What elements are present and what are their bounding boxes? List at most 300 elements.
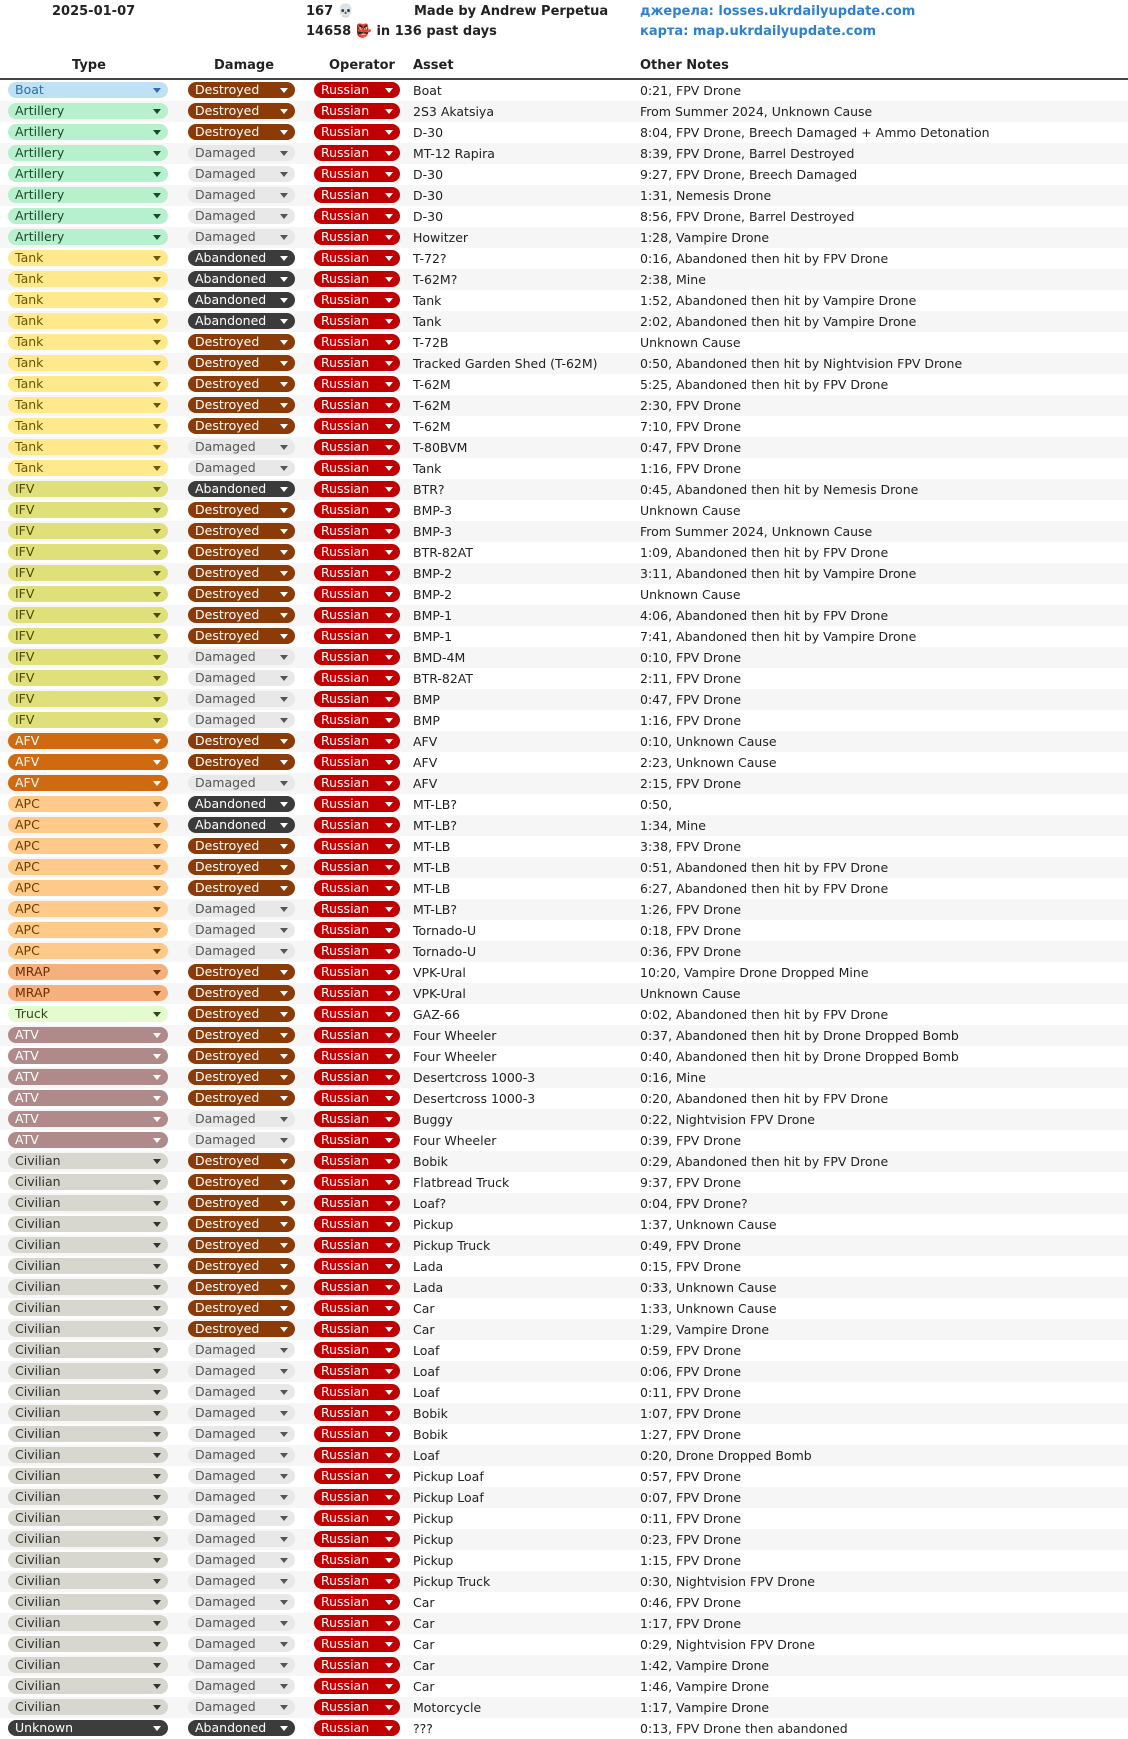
asset-cell: Car: [413, 1658, 435, 1673]
operator-dropdown[interactable]: Russian: [314, 544, 400, 560]
type-dropdown[interactable]: AFV: [8, 733, 168, 749]
type-dropdown[interactable]: ATV: [8, 1048, 168, 1064]
notes-cell: 0:10, Unknown Cause: [640, 734, 777, 749]
asset-cell: D-30: [413, 209, 444, 224]
damage-dropdown[interactable]: Destroyed: [188, 523, 295, 539]
damage-dropdown[interactable]: Destroyed: [188, 376, 295, 392]
type-dropdown[interactable]: Artillery: [8, 229, 168, 245]
operator-dropdown[interactable]: Russian: [314, 649, 400, 665]
operator-dropdown[interactable]: Russian: [314, 355, 400, 371]
operator-dropdown[interactable]: Russian: [314, 1363, 400, 1379]
operator-dropdown[interactable]: Russian: [314, 397, 400, 413]
damage-dropdown[interactable]: Damaged: [188, 1489, 295, 1505]
damage-dropdown[interactable]: Damaged: [188, 439, 295, 455]
operator-dropdown[interactable]: Russian: [314, 1510, 400, 1526]
operator-dropdown[interactable]: Russian: [314, 1699, 400, 1715]
operator-dropdown[interactable]: Russian: [314, 1636, 400, 1652]
operator-dropdown[interactable]: Russian: [314, 460, 400, 476]
operator-dropdown[interactable]: Russian: [314, 124, 400, 140]
operator-dropdown[interactable]: Russian: [314, 691, 400, 707]
notes-cell: 1:07, FPV Drone: [640, 1406, 742, 1421]
asset-cell: Lada: [413, 1259, 444, 1274]
damage-dropdown[interactable]: Damaged: [188, 166, 295, 182]
operator-dropdown[interactable]: Russian: [314, 838, 400, 854]
operator-dropdown[interactable]: Russian: [314, 1027, 400, 1043]
type-dropdown[interactable]: Truck: [8, 1006, 168, 1022]
operator-dropdown[interactable]: Russian: [314, 376, 400, 392]
table-row: [0, 1382, 1128, 1403]
damage-dropdown[interactable]: Destroyed: [188, 1153, 295, 1169]
operator-dropdown[interactable]: Russian: [314, 1678, 400, 1694]
damage-dropdown[interactable]: Destroyed: [188, 1237, 295, 1253]
damage-dropdown[interactable]: Destroyed: [188, 838, 295, 854]
type-dropdown[interactable]: Artillery: [8, 208, 168, 224]
type-dropdown[interactable]: AFV: [8, 754, 168, 770]
damage-dropdown[interactable]: Destroyed: [188, 586, 295, 602]
type-dropdown[interactable]: Civilian: [8, 1468, 168, 1484]
type-dropdown[interactable]: Unknown: [8, 1720, 168, 1736]
operator-dropdown[interactable]: Russian: [314, 1552, 400, 1568]
notes-cell: 1:34, Mine: [640, 818, 706, 833]
damage-dropdown[interactable]: Damaged: [188, 1405, 295, 1421]
notes-cell: 3:11, Abandoned then hit by Vampire Drone: [640, 566, 917, 581]
type-dropdown[interactable]: Tank: [8, 292, 168, 308]
damage-dropdown[interactable]: Damaged: [188, 1636, 295, 1652]
type-dropdown[interactable]: APC: [8, 880, 168, 896]
type-dropdown[interactable]: Civilian: [8, 1321, 168, 1337]
type-dropdown[interactable]: Civilian: [8, 1279, 168, 1295]
operator-dropdown[interactable]: Russian: [314, 313, 400, 329]
operator-dropdown[interactable]: Russian: [314, 733, 400, 749]
type-dropdown[interactable]: ATV: [8, 1090, 168, 1106]
damage-dropdown[interactable]: Abandoned: [188, 292, 295, 308]
notes-cell: 0:50, Abandoned then hit by Nightvision FPV Drone: [640, 356, 963, 371]
damage-dropdown[interactable]: Damaged: [188, 1699, 295, 1715]
table-row: [0, 668, 1128, 689]
operator-dropdown[interactable]: Russian: [314, 586, 400, 602]
damage-dropdown[interactable]: Destroyed: [188, 502, 295, 518]
table-row: [0, 122, 1128, 143]
damage-dropdown[interactable]: Damaged: [188, 712, 295, 728]
type-dropdown[interactable]: IFV: [8, 523, 168, 539]
damage-dropdown[interactable]: Destroyed: [188, 1048, 295, 1064]
notes-cell: 7:41, Abandoned then hit by Vampire Drone: [640, 629, 917, 644]
asset-cell: Buggy: [413, 1112, 453, 1127]
type-dropdown[interactable]: Tank: [8, 418, 168, 434]
type-dropdown[interactable]: ATV: [8, 1111, 168, 1127]
asset-cell: MT-LB?: [413, 797, 457, 812]
damage-dropdown[interactable]: Damaged: [188, 691, 295, 707]
damage-dropdown[interactable]: Destroyed: [188, 1069, 295, 1085]
damage-dropdown[interactable]: Destroyed: [188, 334, 295, 350]
damage-dropdown[interactable]: Damaged: [188, 1657, 295, 1673]
operator-dropdown[interactable]: Russian: [314, 334, 400, 350]
table-row: [0, 1466, 1128, 1487]
operator-dropdown[interactable]: Russian: [314, 565, 400, 581]
damage-dropdown[interactable]: Damaged: [188, 922, 295, 938]
damage-dropdown[interactable]: Damaged: [188, 1573, 295, 1589]
operator-dropdown[interactable]: Russian: [314, 1342, 400, 1358]
type-dropdown[interactable]: Tank: [8, 397, 168, 413]
type-dropdown[interactable]: Civilian: [8, 1552, 168, 1568]
damage-dropdown[interactable]: Damaged: [188, 1468, 295, 1484]
notes-cell: 1:16, FPV Drone: [640, 461, 742, 476]
damage-dropdown[interactable]: Destroyed: [188, 754, 295, 770]
type-dropdown[interactable]: Civilian: [8, 1657, 168, 1673]
operator-dropdown[interactable]: Russian: [314, 1300, 400, 1316]
damage-dropdown[interactable]: Damaged: [188, 943, 295, 959]
type-dropdown[interactable]: Civilian: [8, 1258, 168, 1274]
operator-dropdown[interactable]: Russian: [314, 1657, 400, 1673]
damage-dropdown[interactable]: Destroyed: [188, 1300, 295, 1316]
damage-dropdown[interactable]: Destroyed: [188, 124, 295, 140]
operator-dropdown[interactable]: Russian: [314, 1069, 400, 1085]
damage-dropdown[interactable]: Damaged: [188, 460, 295, 476]
damage-dropdown[interactable]: Damaged: [188, 1447, 295, 1463]
damage-dropdown[interactable]: Destroyed: [188, 82, 295, 98]
damage-dropdown[interactable]: Damaged: [188, 649, 295, 665]
type-dropdown[interactable]: Civilian: [8, 1300, 168, 1316]
damage-dropdown[interactable]: Damaged: [188, 1678, 295, 1694]
operator-dropdown[interactable]: Russian: [314, 817, 400, 833]
notes-cell: 0:51, Abandoned then hit by FPV Drone: [640, 860, 889, 875]
operator-dropdown[interactable]: Russian: [314, 1489, 400, 1505]
type-dropdown[interactable]: APC: [8, 817, 168, 833]
table-row: [0, 1088, 1128, 1109]
notes-cell: 6:27, Abandoned then hit by FPV Drone: [640, 881, 889, 896]
operator-dropdown[interactable]: Russian: [314, 1426, 400, 1442]
type-dropdown[interactable]: Tank: [8, 313, 168, 329]
asset-cell: BMP-2: [413, 566, 453, 581]
notes-cell: 0:45, Abandoned then hit by Nemesis Drone: [640, 482, 919, 497]
type-dropdown[interactable]: Civilian: [8, 1447, 168, 1463]
type-dropdown[interactable]: Boat: [8, 82, 168, 98]
damage-dropdown[interactable]: Destroyed: [188, 1279, 295, 1295]
damage-dropdown[interactable]: Destroyed: [188, 355, 295, 371]
notes-cell: 1:09, Abandoned then hit by FPV Drone: [640, 545, 889, 560]
type-dropdown[interactable]: MRAP: [8, 985, 168, 1001]
asset-cell: T-62M: [413, 419, 451, 434]
type-dropdown[interactable]: Civilian: [8, 1363, 168, 1379]
type-dropdown[interactable]: IFV: [8, 481, 168, 497]
type-dropdown[interactable]: Civilian: [8, 1195, 168, 1211]
operator-dropdown[interactable]: Russian: [314, 628, 400, 644]
damage-dropdown[interactable]: Destroyed: [188, 985, 295, 1001]
table-row: [0, 164, 1128, 185]
type-dropdown[interactable]: Civilian: [8, 1489, 168, 1505]
damage-dropdown[interactable]: Destroyed: [188, 565, 295, 581]
operator-dropdown[interactable]: Russian: [314, 271, 400, 287]
operator-dropdown[interactable]: Russian: [314, 964, 400, 980]
damage-dropdown[interactable]: Damaged: [188, 1615, 295, 1631]
operator-dropdown[interactable]: Russian: [314, 901, 400, 917]
damage-dropdown[interactable]: Damaged: [188, 1552, 295, 1568]
operator-dropdown[interactable]: Russian: [314, 292, 400, 308]
operator-dropdown[interactable]: Russian: [314, 1573, 400, 1589]
type-dropdown[interactable]: Artillery: [8, 166, 168, 182]
type-dropdown[interactable]: Artillery: [8, 103, 168, 119]
operator-dropdown[interactable]: Russian: [314, 250, 400, 266]
operator-dropdown[interactable]: Russian: [314, 523, 400, 539]
table-row: [0, 353, 1128, 374]
damage-dropdown[interactable]: Destroyed: [188, 1321, 295, 1337]
type-dropdown[interactable]: APC: [8, 922, 168, 938]
type-dropdown[interactable]: APC: [8, 943, 168, 959]
type-dropdown[interactable]: IFV: [8, 502, 168, 518]
notes-cell: 0:15, FPV Drone: [640, 1259, 742, 1274]
damage-dropdown[interactable]: Abandoned: [188, 817, 295, 833]
operator-dropdown[interactable]: Russian: [314, 985, 400, 1001]
notes-cell: 0:37, Abandoned then hit by Drone Dropped Bomb: [640, 1028, 959, 1043]
operator-dropdown[interactable]: Russian: [314, 796, 400, 812]
damage-dropdown[interactable]: Abandoned: [188, 796, 295, 812]
asset-cell: Four Wheeler: [413, 1133, 497, 1148]
type-dropdown[interactable]: IFV: [8, 649, 168, 665]
operator-dropdown[interactable]: Russian: [314, 82, 400, 98]
type-dropdown[interactable]: Civilian: [8, 1636, 168, 1652]
operator-dropdown[interactable]: Russian: [314, 859, 400, 875]
table-row: [0, 794, 1128, 815]
table-row: [0, 1193, 1128, 1214]
damage-dropdown[interactable]: Abandoned: [188, 313, 295, 329]
damage-dropdown[interactable]: Destroyed: [188, 1258, 295, 1274]
operator-dropdown[interactable]: Russian: [314, 1279, 400, 1295]
damage-dropdown[interactable]: Damaged: [188, 901, 295, 917]
type-dropdown[interactable]: Tank: [8, 376, 168, 392]
type-dropdown[interactable]: Civilian: [8, 1405, 168, 1421]
operator-dropdown[interactable]: Russian: [314, 1321, 400, 1337]
damage-dropdown[interactable]: Damaged: [188, 1510, 295, 1526]
operator-dropdown[interactable]: Russian: [314, 880, 400, 896]
map-link[interactable]: карта: map.ukrdailyupdate.com: [640, 24, 877, 39]
operator-dropdown[interactable]: Russian: [314, 1174, 400, 1190]
type-dropdown[interactable]: Tank: [8, 460, 168, 476]
type-dropdown[interactable]: IFV: [8, 607, 168, 623]
damage-dropdown[interactable]: Destroyed: [188, 1027, 295, 1043]
type-dropdown[interactable]: ATV: [8, 1069, 168, 1085]
asset-cell: Four Wheeler: [413, 1049, 497, 1064]
damage-dropdown[interactable]: Destroyed: [188, 607, 295, 623]
operator-dropdown[interactable]: Russian: [314, 1237, 400, 1253]
notes-cell: 1:26, FPV Drone: [640, 902, 742, 917]
sources-link[interactable]: джерела: losses.ukrdailyupdate.com: [640, 4, 916, 19]
type-dropdown[interactable]: Civilian: [8, 1615, 168, 1631]
type-dropdown[interactable]: Tank: [8, 355, 168, 371]
asset-cell: D-30: [413, 167, 444, 182]
asset-cell: T-72B: [413, 335, 449, 350]
operator-dropdown[interactable]: Russian: [314, 481, 400, 497]
type-dropdown[interactable]: IFV: [8, 712, 168, 728]
operator-dropdown[interactable]: Russian: [314, 166, 400, 182]
operator-dropdown[interactable]: Russian: [314, 208, 400, 224]
damage-dropdown[interactable]: Damaged: [188, 1342, 295, 1358]
damage-dropdown[interactable]: Damaged: [188, 775, 295, 791]
type-dropdown[interactable]: Artillery: [8, 124, 168, 140]
damage-dropdown[interactable]: Destroyed: [188, 964, 295, 980]
damage-dropdown[interactable]: Destroyed: [188, 1090, 295, 1106]
table-row: [0, 374, 1128, 395]
asset-cell: Pickup: [413, 1532, 454, 1547]
operator-dropdown[interactable]: Russian: [314, 775, 400, 791]
asset-cell: BMP-1: [413, 608, 453, 623]
operator-dropdown[interactable]: Russian: [314, 1447, 400, 1463]
type-dropdown[interactable]: APC: [8, 796, 168, 812]
table-row: [0, 878, 1128, 899]
damage-dropdown[interactable]: Damaged: [188, 208, 295, 224]
damage-dropdown[interactable]: Abandoned: [188, 250, 295, 266]
damage-dropdown[interactable]: Damaged: [188, 1363, 295, 1379]
header-type: Type: [72, 58, 106, 73]
type-dropdown[interactable]: Tank: [8, 439, 168, 455]
damage-dropdown[interactable]: Destroyed: [188, 1174, 295, 1190]
column-headers: [0, 58, 1128, 80]
type-dropdown[interactable]: APC: [8, 901, 168, 917]
type-dropdown[interactable]: Civilian: [8, 1153, 168, 1169]
type-dropdown[interactable]: APC: [8, 838, 168, 854]
table-row: [0, 1655, 1128, 1676]
operator-dropdown[interactable]: Russian: [314, 1048, 400, 1064]
type-dropdown[interactable]: Civilian: [8, 1699, 168, 1715]
damage-dropdown[interactable]: Destroyed: [188, 628, 295, 644]
operator-dropdown[interactable]: Russian: [314, 607, 400, 623]
type-dropdown[interactable]: MRAP: [8, 964, 168, 980]
operator-dropdown[interactable]: Russian: [314, 1615, 400, 1631]
operator-dropdown[interactable]: Russian: [314, 1258, 400, 1274]
damage-dropdown[interactable]: Destroyed: [188, 418, 295, 434]
notes-cell: 1:16, FPV Drone: [640, 713, 742, 728]
damage-dropdown[interactable]: Destroyed: [188, 103, 295, 119]
operator-dropdown[interactable]: Russian: [314, 1132, 400, 1148]
type-dropdown[interactable]: AFV: [8, 775, 168, 791]
notes-cell: 7:10, FPV Drone: [640, 419, 742, 434]
type-dropdown[interactable]: Tank: [8, 334, 168, 350]
operator-dropdown[interactable]: Russian: [314, 187, 400, 203]
type-dropdown[interactable]: Artillery: [8, 187, 168, 203]
damage-dropdown[interactable]: Destroyed: [188, 1195, 295, 1211]
damage-dropdown[interactable]: Destroyed: [188, 1006, 295, 1022]
report-header: [0, 0, 1128, 68]
total-count: 14658 👺 in 136 past days: [306, 24, 497, 39]
type-dropdown[interactable]: IFV: [8, 565, 168, 581]
operator-dropdown[interactable]: Russian: [314, 1594, 400, 1610]
type-dropdown[interactable]: IFV: [8, 586, 168, 602]
operator-dropdown[interactable]: Russian: [314, 1720, 400, 1736]
asset-cell: Car: [413, 1595, 435, 1610]
type-dropdown[interactable]: Tank: [8, 250, 168, 266]
operator-dropdown[interactable]: Russian: [314, 1090, 400, 1106]
type-dropdown[interactable]: Artillery: [8, 145, 168, 161]
table-row: [0, 1718, 1128, 1739]
type-dropdown[interactable]: IFV: [8, 628, 168, 644]
damage-dropdown[interactable]: Abandoned: [188, 1720, 295, 1736]
damage-dropdown[interactable]: Abandoned: [188, 481, 295, 497]
author-credit: Made by Andrew Perpetua: [414, 4, 609, 19]
type-dropdown[interactable]: Civilian: [8, 1216, 168, 1232]
type-dropdown[interactable]: IFV: [8, 544, 168, 560]
damage-dropdown[interactable]: Destroyed: [188, 880, 295, 896]
operator-dropdown[interactable]: Russian: [314, 1195, 400, 1211]
damage-dropdown[interactable]: Destroyed: [188, 733, 295, 749]
damage-dropdown[interactable]: Destroyed: [188, 1216, 295, 1232]
type-dropdown[interactable]: Civilian: [8, 1678, 168, 1694]
operator-dropdown[interactable]: Russian: [314, 1405, 400, 1421]
type-dropdown[interactable]: Civilian: [8, 1573, 168, 1589]
table-row: [0, 857, 1128, 878]
table-row: [0, 458, 1128, 479]
operator-dropdown[interactable]: Russian: [314, 418, 400, 434]
notes-cell: 3:38, FPV Drone: [640, 839, 742, 854]
operator-dropdown[interactable]: Russian: [314, 1111, 400, 1127]
operator-dropdown[interactable]: Russian: [314, 502, 400, 518]
damage-dropdown[interactable]: Damaged: [188, 1111, 295, 1127]
asset-cell: BMD-4M: [413, 650, 466, 665]
type-dropdown[interactable]: Civilian: [8, 1531, 168, 1547]
type-dropdown[interactable]: IFV: [8, 670, 168, 686]
operator-dropdown[interactable]: Russian: [314, 754, 400, 770]
notes-cell: 5:25, Abandoned then hit by FPV Drone: [640, 377, 889, 392]
operator-dropdown[interactable]: Russian: [314, 943, 400, 959]
type-dropdown[interactable]: Civilian: [8, 1510, 168, 1526]
asset-cell: Flatbread Truck: [413, 1175, 510, 1190]
operator-dropdown[interactable]: Russian: [314, 1384, 400, 1400]
damage-dropdown[interactable]: Destroyed: [188, 859, 295, 875]
operator-dropdown[interactable]: Russian: [314, 1216, 400, 1232]
type-dropdown[interactable]: Civilian: [8, 1384, 168, 1400]
operator-dropdown[interactable]: Russian: [314, 1531, 400, 1547]
damage-dropdown[interactable]: Damaged: [188, 1594, 295, 1610]
operator-dropdown[interactable]: Russian: [314, 1153, 400, 1169]
type-dropdown[interactable]: Civilian: [8, 1237, 168, 1253]
operator-dropdown[interactable]: Russian: [314, 1468, 400, 1484]
asset-cell: Pickup: [413, 1217, 454, 1232]
damage-dropdown[interactable]: Damaged: [188, 1531, 295, 1547]
operator-dropdown[interactable]: Russian: [314, 145, 400, 161]
operator-dropdown[interactable]: Russian: [314, 670, 400, 686]
type-dropdown[interactable]: Civilian: [8, 1342, 168, 1358]
asset-cell: Pickup Loaf: [413, 1490, 484, 1505]
damage-dropdown[interactable]: Damaged: [188, 1132, 295, 1148]
type-dropdown[interactable]: Civilian: [8, 1426, 168, 1442]
table-row: [0, 479, 1128, 500]
operator-dropdown[interactable]: Russian: [314, 103, 400, 119]
type-dropdown[interactable]: ATV: [8, 1027, 168, 1043]
type-dropdown[interactable]: Civilian: [8, 1594, 168, 1610]
operator-dropdown[interactable]: Russian: [314, 229, 400, 245]
damage-dropdown[interactable]: Damaged: [188, 145, 295, 161]
type-dropdown[interactable]: IFV: [8, 691, 168, 707]
type-dropdown[interactable]: ATV: [8, 1132, 168, 1148]
asset-cell: Bobik: [413, 1427, 448, 1442]
type-dropdown[interactable]: APC: [8, 859, 168, 875]
damage-dropdown[interactable]: Damaged: [188, 1384, 295, 1400]
damage-dropdown[interactable]: Damaged: [188, 1426, 295, 1442]
damage-dropdown[interactable]: Damaged: [188, 229, 295, 245]
operator-dropdown[interactable]: Russian: [314, 1006, 400, 1022]
asset-cell: AFV: [413, 734, 438, 749]
damage-dropdown[interactable]: Destroyed: [188, 544, 295, 560]
damage-dropdown[interactable]: Damaged: [188, 187, 295, 203]
damage-dropdown[interactable]: Damaged: [188, 670, 295, 686]
notes-cell: 0:10, FPV Drone: [640, 650, 742, 665]
asset-cell: Loaf: [413, 1448, 440, 1463]
operator-dropdown[interactable]: Russian: [314, 712, 400, 728]
operator-dropdown[interactable]: Russian: [314, 922, 400, 938]
damage-dropdown[interactable]: Destroyed: [188, 397, 295, 413]
type-dropdown[interactable]: Tank: [8, 271, 168, 287]
type-dropdown[interactable]: Civilian: [8, 1174, 168, 1190]
operator-dropdown[interactable]: Russian: [314, 439, 400, 455]
damage-dropdown[interactable]: Abandoned: [188, 271, 295, 287]
